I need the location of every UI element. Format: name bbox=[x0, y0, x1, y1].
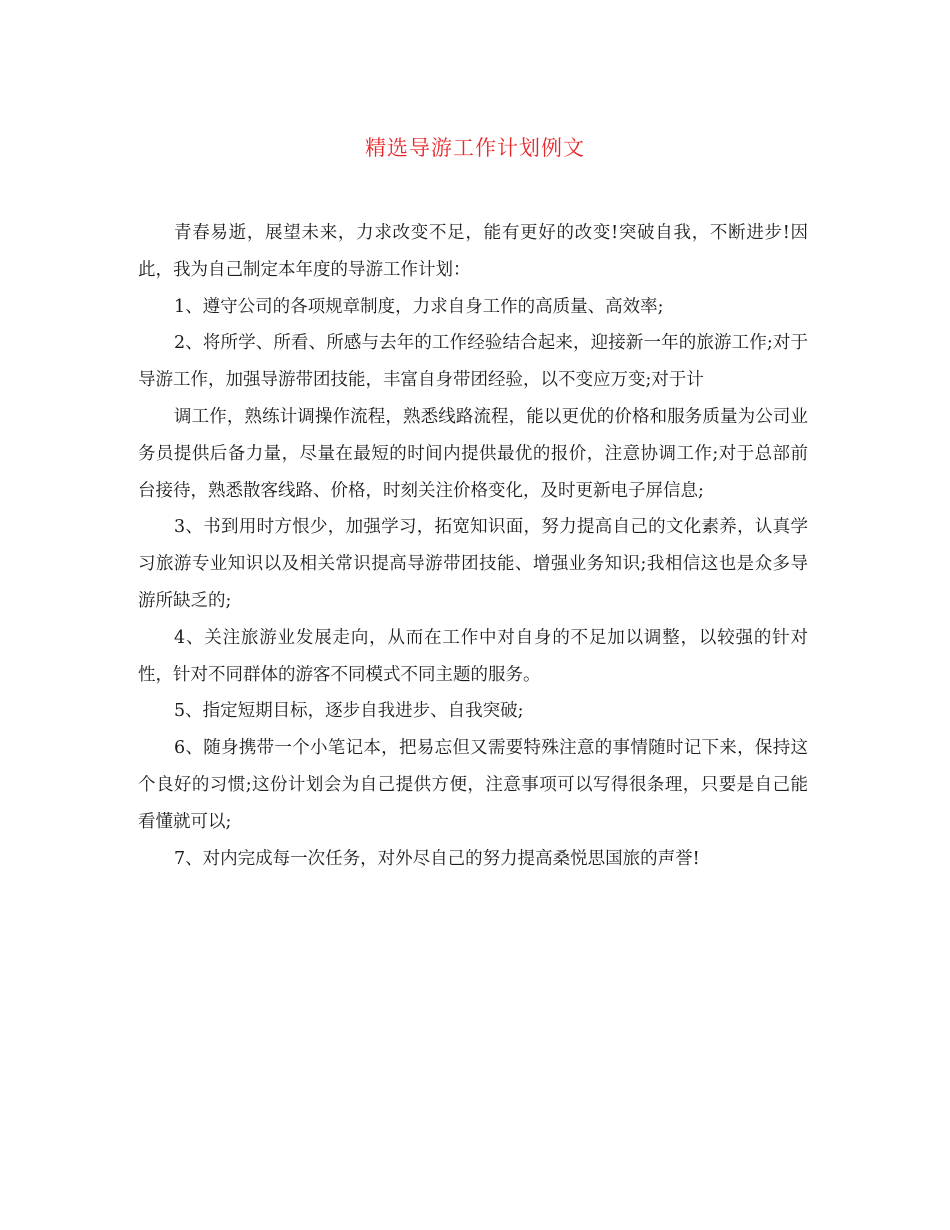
paragraph-item-1: 1、遵守公司的各项规章制度，力求自身工作的高质量、高效率; bbox=[174, 296, 664, 317]
paragraph-item-3: 3、书到用时方恨少，加强学习，拓宽知识面，努力提高自己的文化素养，认真学习旅游专业知识以及相关常识提高导游带团技能、增强业务知识;我相信这也是众多导游所缺乏的; bbox=[138, 517, 808, 611]
paragraph-item-7: 7、对内完成每一次任务，对外尽自己的努力提高桑悦思国旅的声誉! bbox=[174, 848, 700, 869]
paragraph-item-6: 6、随身携带一个小笔记本，把易忘但又需要特殊注意的事情随时记下来，保持这个良好的习惯;这份计划会为自己提供方便，注意事项可以写得很条理，只要是自己能看懂就可以; bbox=[138, 738, 808, 832]
paragraph-item-2: 2、将所学、所看、所感与去年的工作经验结合起来，迎接新一年的旅游工作;对于导游工作，加强导游带团技能，丰富自身带团经验，以不变应万变;对于计 bbox=[138, 333, 808, 391]
paragraph-item-5: 5、指定短期目标，逐步自我进步、自我突破; bbox=[174, 701, 524, 722]
document-body bbox=[138, 215, 808, 877]
paragraph-item-4: 4、关注旅游业发展走向，从而在工作中对自身的不足加以调整，以较强的针对性，针对不同群体的游客不同模式不同主题的服务。 bbox=[138, 627, 808, 685]
paragraph-intro: 青春易逝，展望未来，力求改变不足，能有更好的改变!突破自我，不断进步!因此，我为自己制定本年度的导游工作计划： bbox=[138, 223, 808, 280]
document-title: 精选导游工作计划例文 bbox=[365, 136, 585, 160]
paragraph-item-2-continued: 调工作，熟练计调操作流程，熟悉线路流程，能以更优的价格和服务质量为公司业务员提供后备力量，尽量在最短的时间内提供最优的报价，注意协调工作;对于总部前台接待，熟悉散客线路、价格，时刻关注价格变化，及时更新电子屏信息; bbox=[138, 406, 808, 501]
